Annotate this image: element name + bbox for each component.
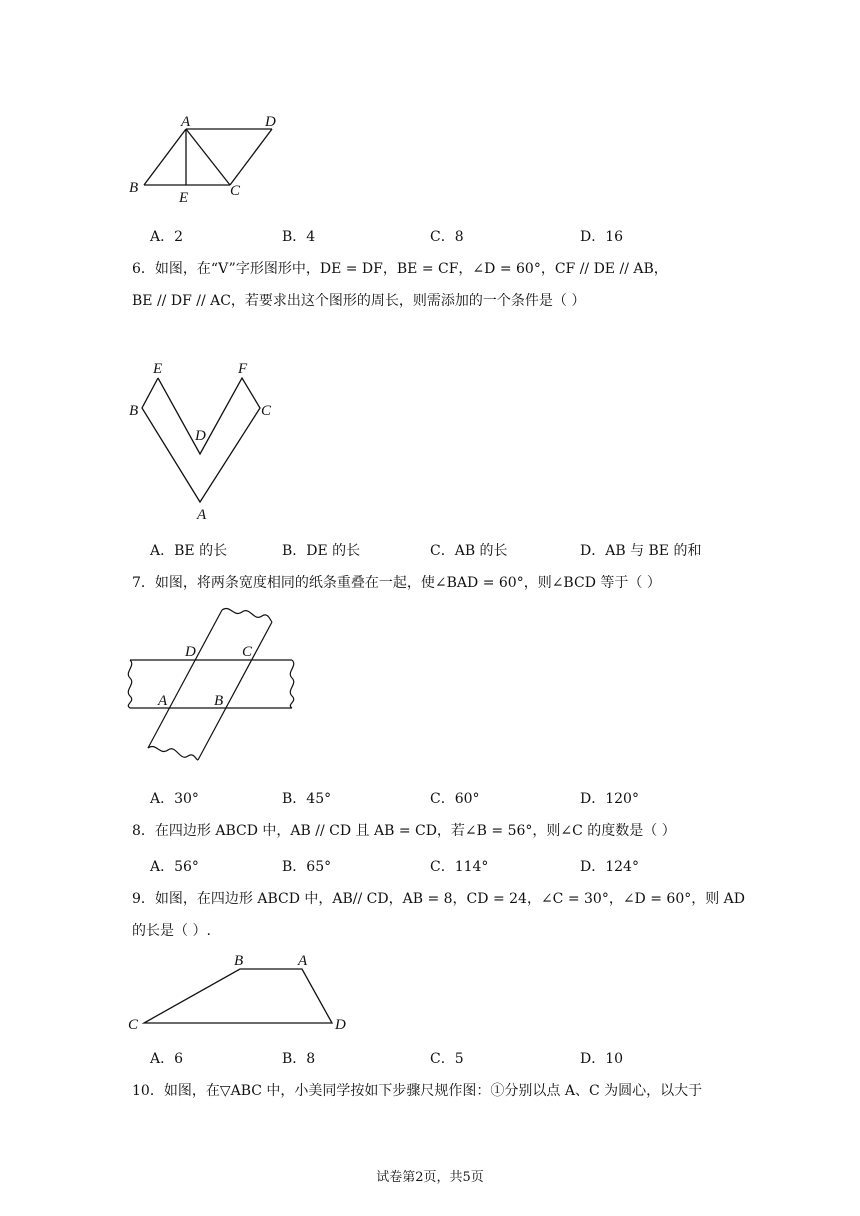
q9-text-line1: 9．如图，在四边形 ABCD 中，AB// CD，AB = 8，CD = 24，∠C = 30°，∠D = 60°，则 AD [132,891,746,907]
page-footer: 试卷第2页，共5页 [376,1170,484,1185]
q9-label-d: D [335,1017,346,1033]
q8-option-b: B．65° [282,859,332,875]
q5-label-a: A [181,114,191,130]
q5-option-c: C．8 [430,229,464,245]
q9-text-line2: 的长是（ ）. [132,923,211,939]
q7-option-b: B．45° [282,791,332,807]
q7-option-a: A．30° [150,791,199,807]
q8-option-c: C．114° [430,859,489,875]
q9-figure [124,950,354,1036]
q5-option-b: B．4 [282,229,316,245]
q5-figure [126,112,296,204]
q9-label-a: A [298,953,308,969]
q6-option-c: C．AB 的长 [430,543,508,559]
q9-option-b: B．8 [282,1051,316,1067]
q9-option-a: A．6 [150,1051,184,1067]
q6-option-b: B．DE 的长 [282,543,361,559]
q6-label-e: E [153,361,163,377]
q7-figure [122,600,302,775]
q7-label-b: B [214,693,224,709]
q9-option-c: C．5 [430,1051,464,1067]
q7-options [0,788,860,810]
q7-option-c: C．60° [430,791,480,807]
q9-label-c: C [128,1017,139,1033]
q5-label-d: D [265,114,276,130]
q9-label-b: B [234,953,244,969]
q5-label-c: C [230,183,241,199]
q5-option-a: A．2 [150,229,184,245]
q5-option-d: D．16 [580,229,624,245]
q6-label-c: C [261,403,272,419]
q7-label-a: A [158,693,168,709]
q6-label-f: F [238,361,248,377]
q6-option-d: D．AB 与 BE 的和 [580,543,702,559]
q6-label-a: A [197,507,207,523]
q5-label-e: E [179,190,189,204]
q7-text-line1: 7．如图，将两条宽度相同的纸条重叠在一起，使∠BAD = 60°，则∠BCD 等于（ ） [132,575,661,591]
q10-text-line1: 10．如图，在▽ABC 中，小美同学按如下步骤尺规作图：①分别以点 A、C 为圆心，以大于 [132,1083,703,1099]
q5-options [0,226,860,248]
q8-text-line1: 8．在四边形 ABCD 中，AB // CD 且 AB = CD，若∠B = 56°，则∠C 的度数是（ ） [132,823,676,839]
q5-label-b: B [129,180,139,196]
q7-label-c: C [242,644,253,660]
q7-label-d: D [185,644,196,660]
q6-label-b: B [129,403,139,419]
q7-option-d: D．120° [580,791,639,807]
q6-text-line1: 6．如图，在“V”字形图形中，DE = DF，BE = CF，∠D = 60°，CF // DE // AB， [132,261,668,277]
q6-options [0,540,860,562]
q9-option-d: D．10 [580,1051,624,1067]
q6-label-d: D [195,428,206,444]
q6-option-a: A．BE 的长 [150,543,228,559]
q6-figure [126,356,286,524]
q6-text-line2: BE // DF // AC，若要求出这个图形的周长，则需添加的一个条件是（ ） [132,293,586,309]
q8-option-a: A．56° [150,859,199,875]
q8-option-d: D．124° [580,859,639,875]
q9-options [0,1048,860,1070]
q8-options [0,856,860,878]
